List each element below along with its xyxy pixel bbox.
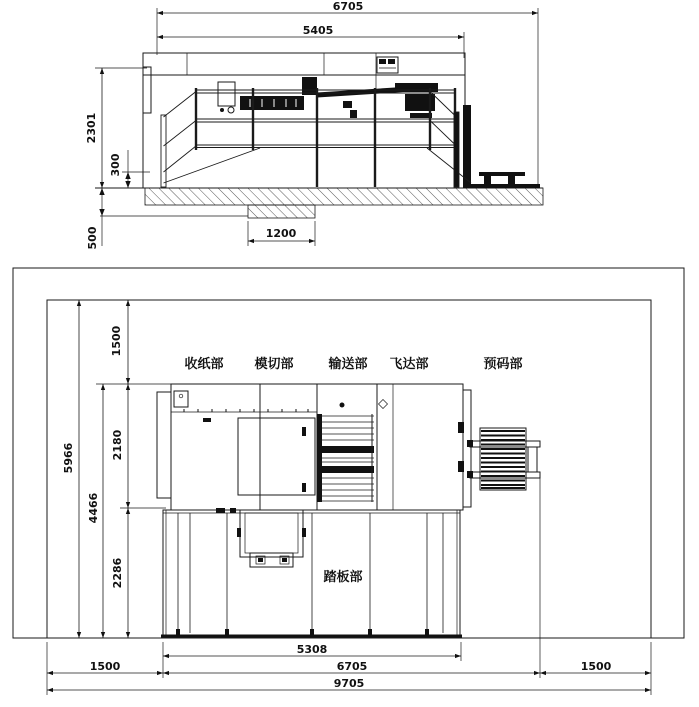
dim-machine-depth-total: 4466 [87, 492, 100, 524]
floor-plan-view [0, 258, 699, 707]
dim-body-length: 5405 [302, 24, 334, 37]
dim-pedal-depth: 2286 [111, 557, 124, 589]
foundation-pit [248, 205, 315, 218]
pedal-platform [161, 508, 462, 637]
dim-machine-height: 2301 [85, 112, 98, 144]
inspection-box [218, 82, 235, 106]
dim-room-length: 9705 [333, 677, 365, 690]
lift-mast [463, 105, 471, 188]
machine-body-side [143, 53, 471, 188]
dim-body-length: 5308 [296, 643, 328, 656]
dim-clearance-left: 1500 [89, 660, 121, 673]
dim-body-depth: 2180 [111, 429, 124, 461]
dim-clearance-right: 1500 [580, 660, 612, 673]
label-feeder: 飞达部 [389, 357, 429, 372]
pallet-rail [468, 184, 540, 188]
dim-clearance-top: 1500 [110, 325, 123, 357]
label-pedal: 踏板部 [323, 570, 363, 585]
grid-panel [302, 77, 317, 95]
feeder-head [395, 83, 438, 92]
ground-foundation [95, 188, 543, 218]
label-die-cutting: 模切部 [254, 357, 294, 372]
side-elevation-view [0, 0, 699, 258]
pallet-trolley [468, 172, 540, 188]
label-pre-stacking: 预码部 [483, 357, 523, 372]
label-paper-delivery: 收纸部 [184, 357, 224, 372]
dim-overall-length: 6705 [332, 0, 364, 13]
die-unit-protrusion [237, 510, 306, 567]
conveyor-section-plan [317, 414, 374, 502]
right-end-cap [463, 390, 471, 507]
dim-pit-width: 1200 [265, 227, 297, 240]
label-conveying: 输送部 [328, 357, 368, 372]
datum-dot [340, 403, 345, 408]
dim-room-depth: 5966 [62, 442, 75, 474]
dim-base-height: 300 [109, 153, 122, 177]
pre-stacking-unit [467, 428, 540, 490]
left-end-cap [157, 392, 171, 498]
dim-pit-depth: 500 [86, 226, 99, 250]
datum-marker [379, 400, 388, 409]
dim-machine-length: 6705 [336, 660, 368, 673]
machine-plan [157, 384, 540, 637]
